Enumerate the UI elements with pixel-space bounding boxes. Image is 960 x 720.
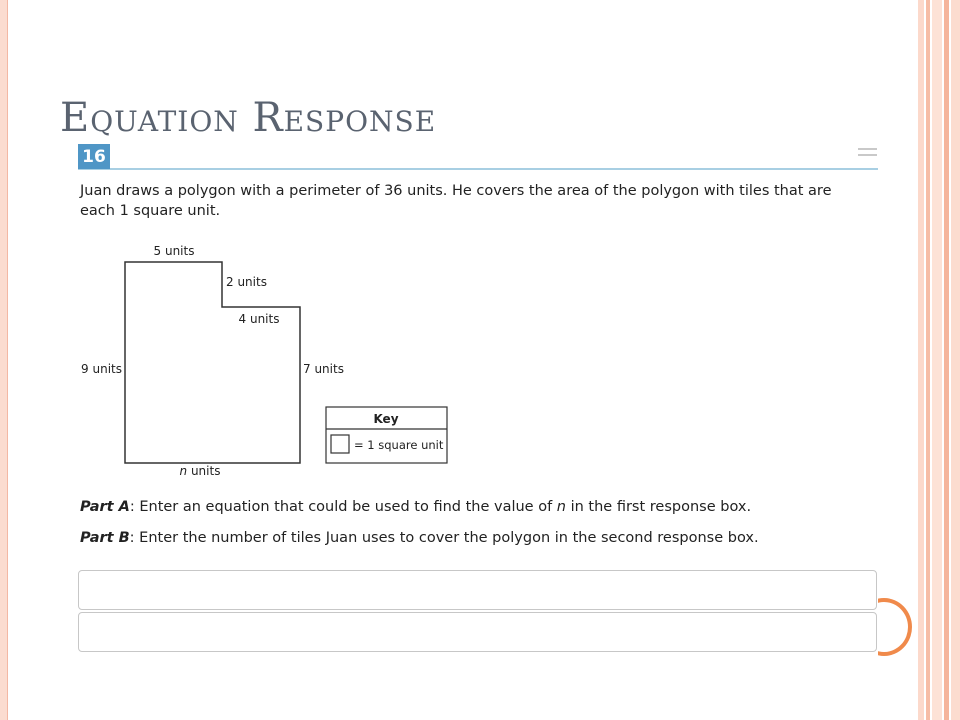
- key-box: [326, 407, 447, 463]
- slide-right-stripe: [951, 0, 960, 720]
- part-a-var: n: [556, 499, 566, 515]
- part-a-instruction: [80, 499, 751, 515]
- key-title: Key: [373, 412, 399, 426]
- label-top: 5 units: [153, 244, 195, 258]
- response-box-2[interactable]: [78, 612, 877, 652]
- response-box-1[interactable]: [78, 570, 877, 610]
- part-a-text: : Enter an equation that could be used to find the value of: [129, 499, 557, 515]
- part-a-label: Part A: [80, 499, 130, 515]
- slide-title: Equation Response: [60, 95, 437, 141]
- label-step-vertical: 2 units: [226, 275, 267, 289]
- question-number: 16: [78, 144, 110, 169]
- slide-right-stripe: [926, 0, 930, 720]
- menu-icon[interactable]: [858, 148, 877, 158]
- label-step-horizontal: 4 units: [238, 312, 280, 326]
- part-b-text: : Enter the number of tiles Juan uses to cover the polygon in the second response box.: [129, 530, 759, 546]
- part-a-text-end: in the first response box.: [566, 499, 752, 515]
- label-bottom: [180, 464, 221, 478]
- part-b-label: Part B: [80, 530, 130, 546]
- key-entry: = 1 square unit: [354, 438, 444, 452]
- polygon-figure: [78, 242, 478, 482]
- label-bottom-var: n: [179, 464, 188, 478]
- question-panel: [78, 144, 878, 664]
- polygon-shape: [125, 262, 300, 463]
- label-bottom-unit: units: [187, 464, 221, 478]
- unit-square-icon: [331, 435, 349, 453]
- slide-left-border: [0, 0, 8, 720]
- slide-right-stripe: [932, 0, 942, 720]
- label-right: 7 units: [303, 362, 344, 376]
- question-prompt: Juan draws a polygon with a perimeter of 36 units. He covers the area of the polygon with tiles that are each 1 square unit.: [80, 183, 832, 219]
- question-header: [78, 144, 878, 170]
- label-left: 9 units: [81, 362, 122, 376]
- part-b-instruction: [80, 530, 759, 546]
- slide-right-stripe: [918, 0, 924, 720]
- slide-right-stripe: [944, 0, 949, 720]
